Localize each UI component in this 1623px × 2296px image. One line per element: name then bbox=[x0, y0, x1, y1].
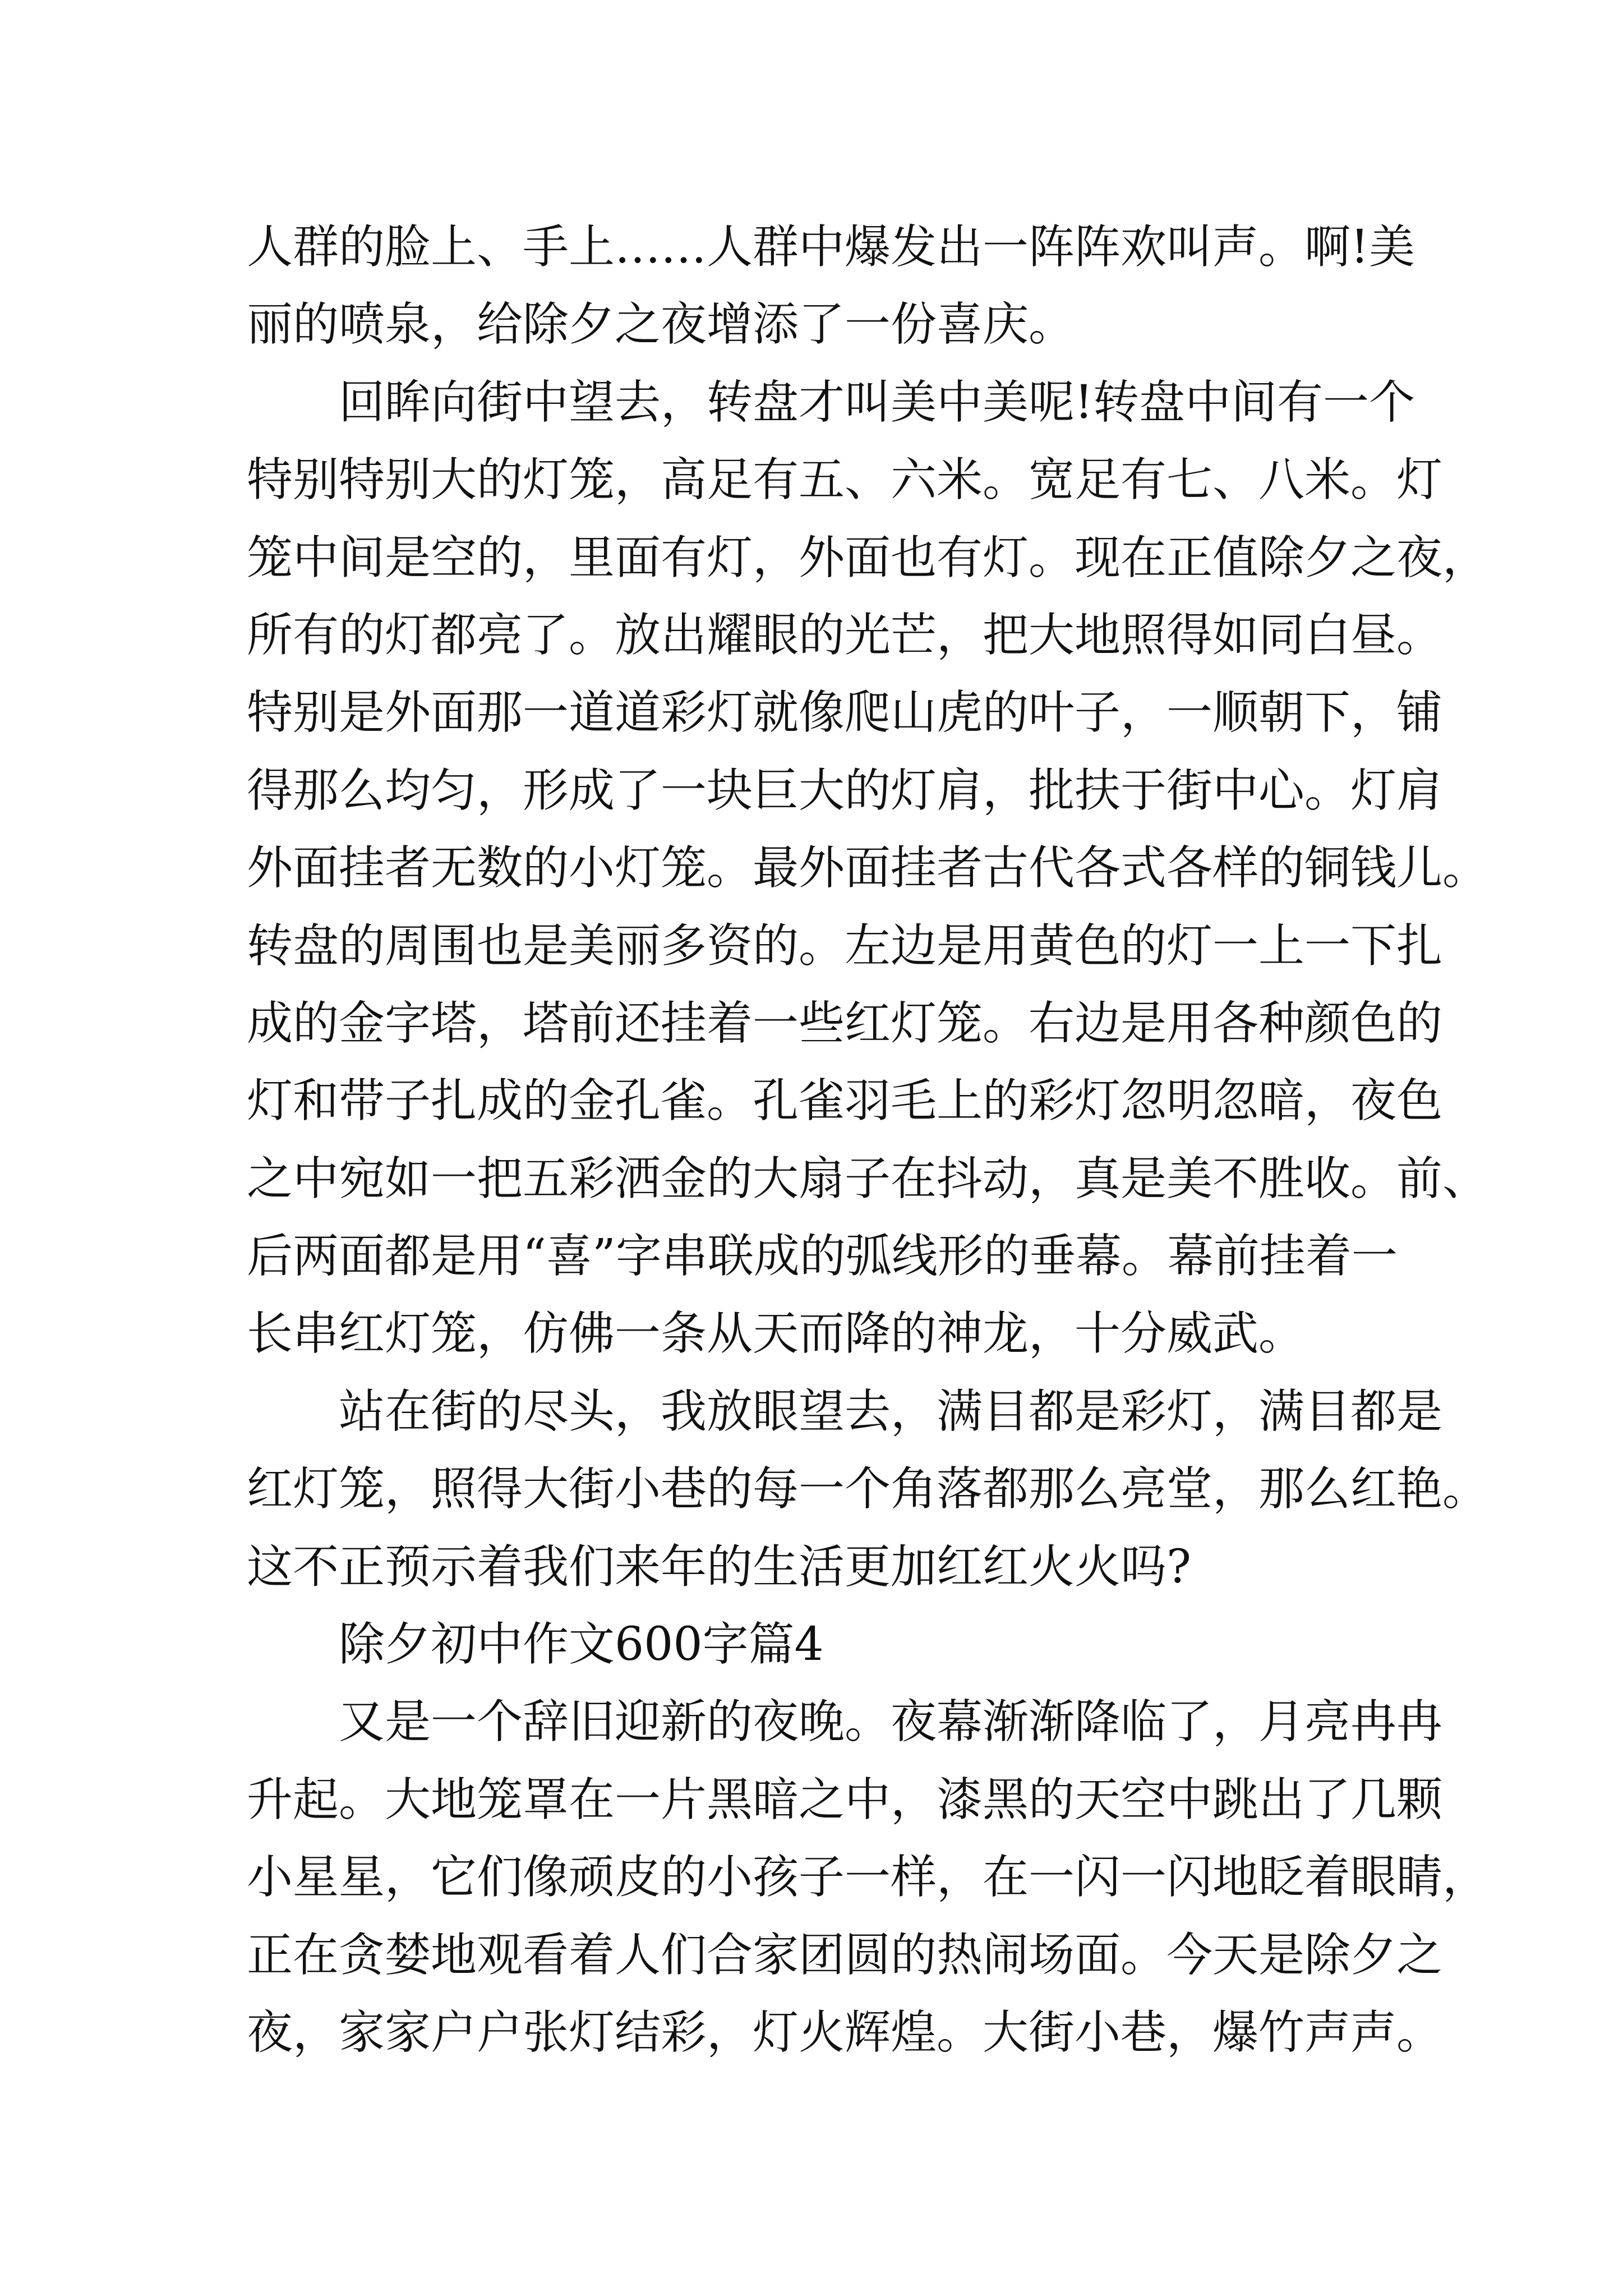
text-line: 长串红灯笼，仿佛一条从天而降的神龙，十分威武。 bbox=[247, 1307, 1305, 1361]
section-heading: 除夕初中作文600字篇4 bbox=[339, 1618, 824, 1672]
text-line: 成的金字塔，塔前还挂着一些红灯笼。右边是用各种颜色的 bbox=[247, 996, 1443, 1050]
text-line: 得那么均匀，形成了一块巨大的灯肩，批扶于街中心。灯肩 bbox=[247, 763, 1443, 817]
text-line: 这不正预示着我们来年的生活更加红红火火吗? bbox=[247, 1540, 1191, 1594]
text-line: 特别是外面那一道道彩灯就像爬山虎的叶子，一顺朝下，铺 bbox=[247, 686, 1443, 740]
text-line: 笼中间是空的，里面有灯，外面也有灯。现在正值除夕之夜， bbox=[247, 531, 1489, 585]
paragraph-start-line: 站在街的尽头，我放眼望去，满目都是彩灯，满目都是 bbox=[339, 1384, 1443, 1438]
text-line: 所有的灯都亮了。放出耀眼的光芒，把大地照得如同白昼。 bbox=[247, 608, 1443, 662]
text-line: 外面挂者无数的小灯笼。最外面挂者古代各式各样的铜钱儿。 bbox=[247, 841, 1489, 895]
text-line: 升起。大地笼罩在一片黑暗之中，漆黑的天空中跳出了几颗 bbox=[247, 1773, 1443, 1826]
paragraph-start-line: 又是一个辞旧迎新的夜晚。夜幕渐渐降临了，月亮冉冉 bbox=[339, 1695, 1443, 1749]
text-line: 后两面都是用“喜”字串联成的弧线形的垂幕。幕前挂着一 bbox=[247, 1230, 1398, 1283]
text-line: 特别特别大的灯笼，高足有五、六米。宽足有七、八米。灯 bbox=[247, 453, 1443, 507]
text-line: 之中宛如一把五彩洒金的大扇子在抖动，真是美不胜收。前、 bbox=[247, 1152, 1489, 1205]
text-line: 灯和带子扎成的金孔雀。孔雀羽毛上的彩灯忽明忽暗，夜色 bbox=[247, 1074, 1443, 1128]
text-line: 小星星，它们像顽皮的小孩子一样，在一闪一闪地眨着眼睛， bbox=[247, 1851, 1489, 1904]
paragraph-start-line: 回眸向街中望去，转盘才叫美中美呢!转盘中间有一个 bbox=[339, 375, 1415, 429]
body-text bbox=[247, 209, 1489, 2072]
text-line: 人群的脸上、手上……人群中爆发出一阵阵欢叫声。啊!美 bbox=[247, 220, 1415, 274]
text-line: 正在贪婪地观看着人们合家团圆的热闹场面。今天是除夕之 bbox=[247, 1928, 1443, 1982]
text-line: 转盘的周围也是美丽多资的。左边是用黄色的灯一上一下扎 bbox=[247, 919, 1443, 973]
text-line: 红灯笼，照得大街小巷的每一个角落都那么亮堂，那么红艳。 bbox=[247, 1462, 1489, 1516]
text-line: 夜，家家户户张灯结彩，灯火辉煌。大街小巷，爆竹声声。 bbox=[247, 2005, 1443, 2059]
text-line: 丽的喷泉，给除夕之夜增添了一份喜庆。 bbox=[247, 298, 1075, 352]
